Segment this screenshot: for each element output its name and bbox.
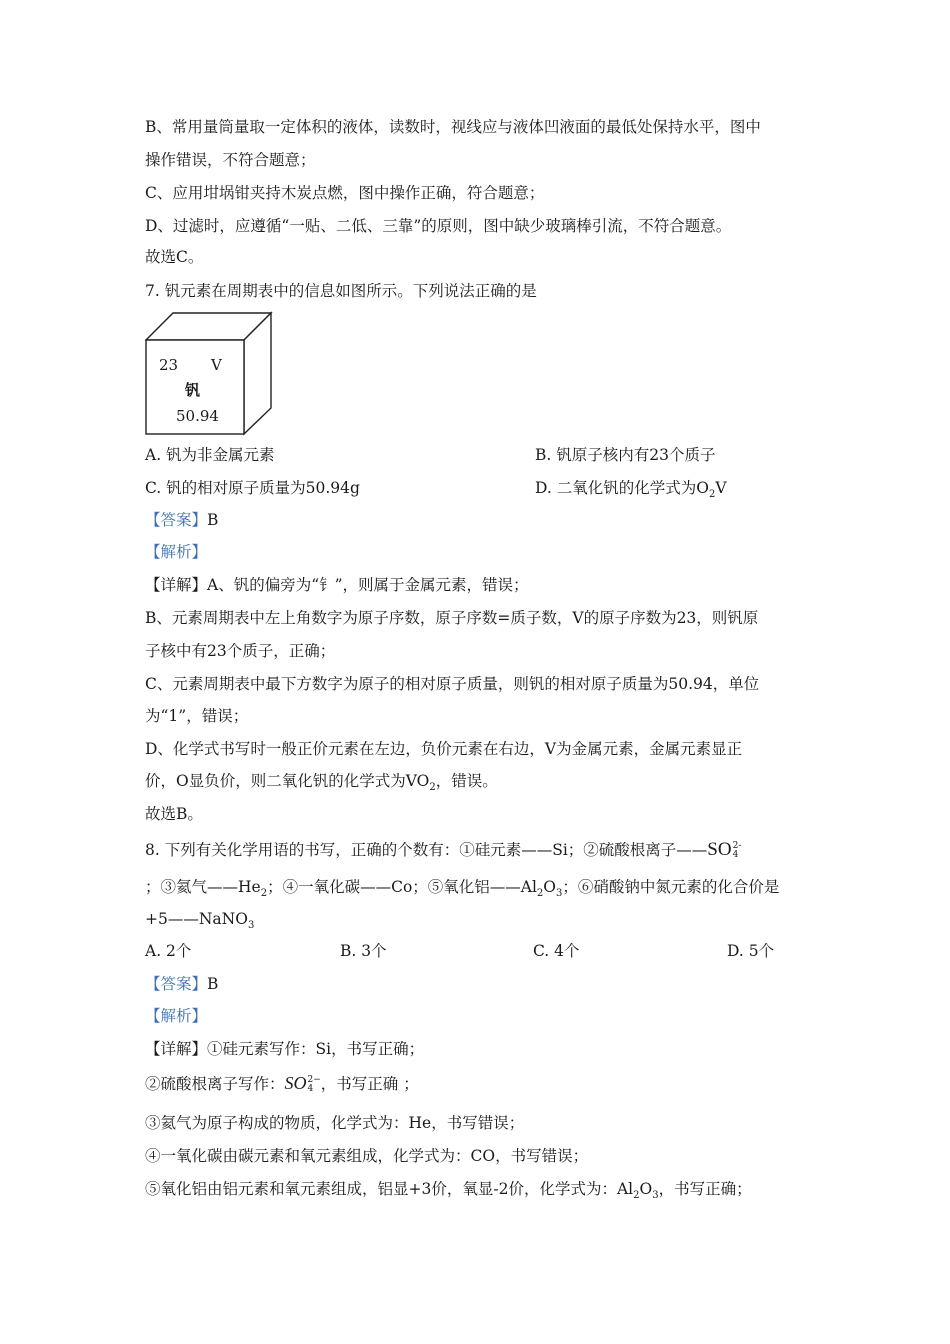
q8-detail-5: ⑤氧化铝由铝元素和氧元素组成，铝显+3价，氧显-2价，化学式为：$Al_2O_3$，书写正确； [145,1180,752,1202]
q7-detail-b1: B、元素周期表中左上角数字为原子序数，原子序数=质子数，V的原子序数为23，则钒原 [145,609,759,627]
q6-line-d: D、过滤时，应遵循“一贴、二低、三靠”的原则，图中缺少玻璃棒引流，不符合题意。 [145,217,732,235]
q6-conclusion: 故选C。 [145,248,204,266]
q8-option-b: B. 3个 [340,942,387,960]
q7-option-c: C. 钒的相对原子质量为50.94g [145,479,360,497]
q8-option-c: C. 4个 [533,942,580,960]
q7-analysis-label: 【解析】 [145,543,208,561]
q7-detail-d2: 价，O显负价，则二氧化钒的化学式为$VO_2$，错误。 [145,772,498,794]
q7-conclusion: 故选B。 [145,805,203,823]
q7-option-b: B. 钒原子核内有23个质子 [535,446,716,464]
q6-line-b2: 操作错误，不符合题意； [145,151,316,169]
q8-stem-line3: +5——NaNO$_3$ [145,910,255,932]
q6-line-b1: B、常用量筒量取一定体积的液体，读数时，视线应与液体凹液面的最低处保持水平，图中 [145,118,761,136]
q8-option-d: D. 5个 [727,942,775,960]
element-name: 钒 [185,381,201,399]
q8-detail-1: 【详解】①硅元素写作：Si，书写正确； [145,1040,425,1058]
q7-detail-a: 【详解】A、钒的偏旁为“钅”，则属于金属元素，错误； [145,576,529,594]
q8-analysis-label: 【解析】 [145,1007,208,1025]
element-card [145,310,275,436]
q6-line-c: C、应用坩埚钳夹持木炭点燃，图中操作正确，符合题意； [145,184,545,202]
q8-answer: 【答案】B [145,975,219,993]
q7-detail-b2: 子核中有23个质子，正确； [145,642,336,660]
q7-answer: 【答案】B [145,511,219,529]
q7-detail-c1: C、元素周期表中最下方数字为原子的相对原子质量，则钒的相对原子质量为50.94，单位 [145,675,760,693]
q7-stem: 7. 钒元素在周期表中的信息如图所示。下列说法正确的是 [145,282,537,300]
q8-stem-line1: 8. 下列有关化学用语的书写，正确的个数有：①硅元素——Si；②硫酸根离子——SO 2- 4 [145,839,742,860]
q7-option-d: D. 二氧化钒的化学式为$O_2V$ [535,479,727,501]
element-mass: 50.94 [176,407,219,425]
q8-detail-4: ④一氧化碳由碳元素和氧元素组成，化学式为：CO，书写错误； [145,1147,589,1165]
q8-detail-3: ③氦气为原子构成的物质，化学式为：He，书写错误； [145,1114,525,1132]
element-atomic-number: 23 [159,356,179,374]
element-symbol: V [211,356,222,374]
q8-stem-line2: ；③氦气$——He_2$；④一氧化碳——Co；⑤氧化铝$——Al_2O_3$；⑥硝酸钠中氮元素的化合价是 [145,878,780,900]
q7-detail-c2: 为“1”，错误； [145,707,249,725]
q8-option-a: A. 2个 [145,942,192,960]
q7-option-a: A. 钒为非金属元素 [145,446,275,464]
q7-detail-d1: D、化学式书写时一般正价元素在左边，负价元素在右边，V为金属元素，金属元素显正 [145,740,743,758]
q8-detail-2: ②硫酸根离子写作：SO 2− 4 ，书写正确 ； [145,1073,419,1094]
